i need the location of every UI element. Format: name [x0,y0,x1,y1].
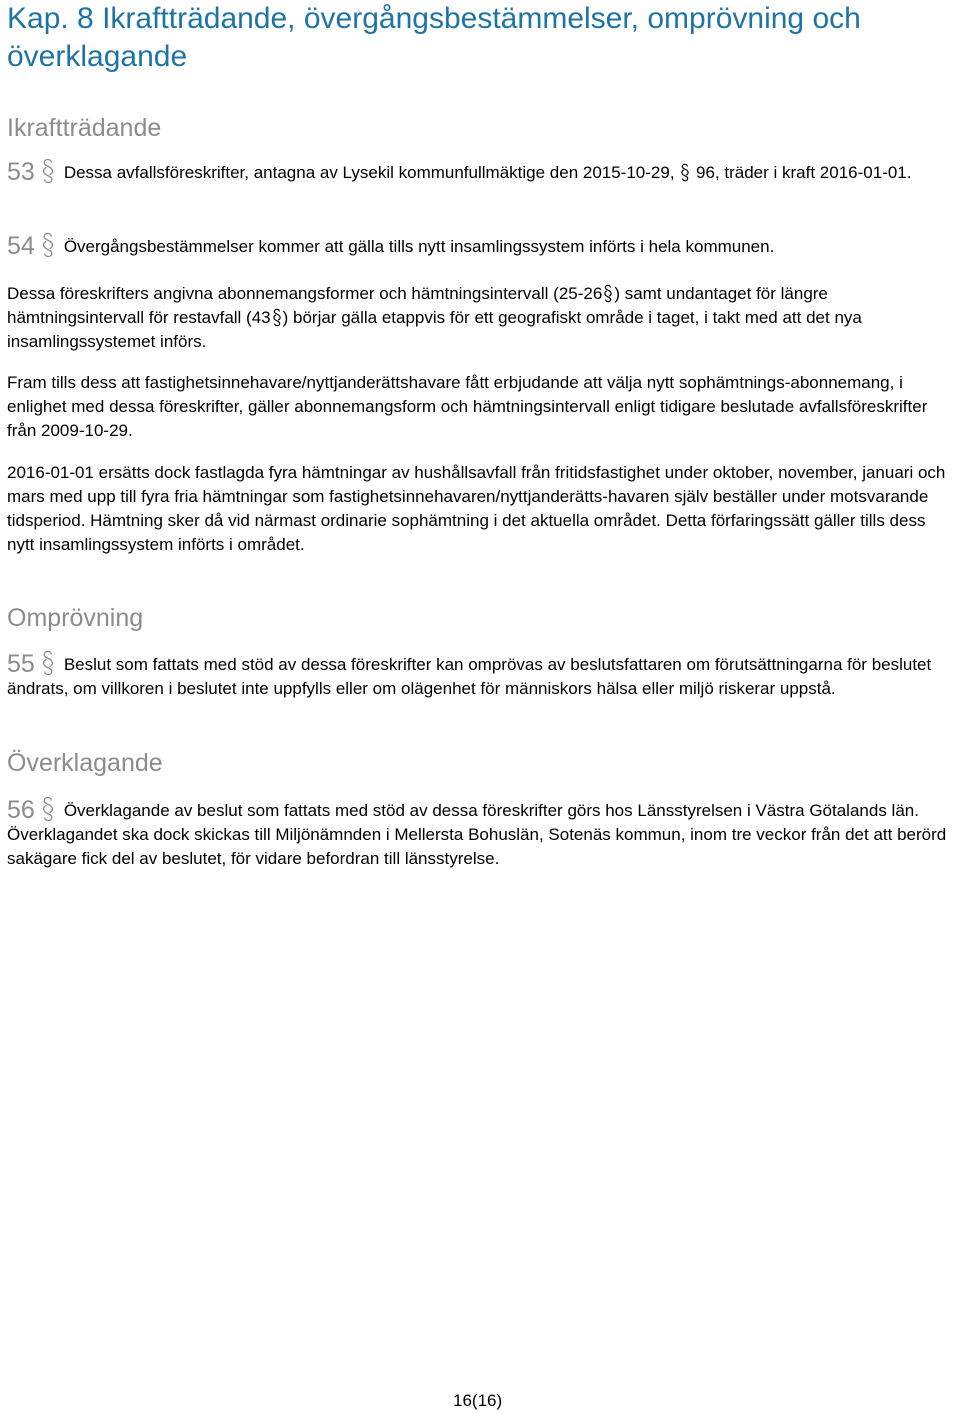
paragraph-53-text-after: 96, träder i kraft 2016-01-01. [696,163,912,182]
paragraph-transition: Fram tills dess att fastighetsinnehavare/nyttjanderättshavare fått erbjudande att välja nytt sophämtnings-abonnemang, i enlighet med dessa föreskrifter, gäller abonnemangsform och hämtningsintervall enligt tidigare beslutade avfallsföreskrifter från 2009-10-29. [7,373,928,440]
section-sign-icon [41,796,55,822]
paragraph-54 [7,232,955,259]
paragraph-54-details [7,282,955,354]
section-heading-overklagande: Överklagande [7,749,163,777]
paragraph-text-part-a: Dessa föreskrifters angivna abonnemangsformer och hämtningsintervall (25-26 [7,284,603,303]
section-heading-omprovning: Omprövning [7,604,144,632]
chapter-title: Kap. 8 Ikraftträdande, övergångsbestämmelser, omprövning och överklagande [7,2,861,73]
section-sign-icon [603,284,613,303]
paragraph-number: 53 [7,158,35,186]
paragraph-56-text: Överklagande av beslut som fattats med stöd av dessa föreskrifter görs hos Länsstyrelsen i Västra Götalands län. Överklagandet ska dock skickas till Miljönämnden i Mellersta Bohuslän, Sotenäs kommun, inom tre veckor från det att berörd sakägare fick del av beslutet, för vidare befordran till länsstyrelse. [7,801,947,868]
paragraph-54-text: Övergångsbestämmelser kommer att gälla tills nytt insamlingssystem införts i hela kommunen. [63,237,775,256]
paragraph-56 [7,796,955,871]
section-sign-icon [41,650,55,676]
paragraph-number: 56 [7,796,35,824]
paragraph-55 [7,650,955,701]
section-sign-icon [680,163,690,182]
section-heading-ikrafttradande: Ikraftträdande [7,114,162,142]
paragraph-53-text-before: Dessa avfallsföreskrifter, antagna av Lysekil kommunfullmäktige den 2015-10-29, [63,163,675,182]
section-sign-icon [272,308,282,327]
section-sign-icon [41,232,55,258]
paragraph-text-part-c: ) börjar gälla etappvis för ett geografiskt område i taget, i takt med att det nya insamlingssystemet införs. [7,308,862,351]
paragraph-holiday-pickups: 2016-01-01 ersätts dock fastlagda fyra hämtningar av hushållsavfall från fritidsfastighet under oktober, november, januari och mars med upp till fyra fria hämtningar som fastighetsinnehavaren/nyttjanderätts-havaren själv beställer under motsvarande tidsperiod. Hämtning sker då vid närmast ordinarie sophämtning i det aktuella området. Detta förfaringssätt gäller tills dess nytt insamlingssystem införts i området. [7,463,946,554]
paragraph-55-text: Beslut som fattats med stöd av dessa föreskrifter kan omprövas av beslutsfattaren om förutsättningarna för beslutet ändrats, om villkoren i beslutet inte uppfylls eller om olägenhet för människors hälsa eller miljö riskerar uppstå. [7,655,932,698]
section-sign-icon [41,158,55,184]
paragraph-text-part-b: ) samt undantaget för längre hämtningsintervall för restavfall (43 [7,284,828,327]
page-number: 16(16) [453,1391,503,1410]
paragraph-number: 55 [7,650,35,678]
paragraph-53 [7,158,955,185]
paragraph-number: 54 [7,232,35,260]
